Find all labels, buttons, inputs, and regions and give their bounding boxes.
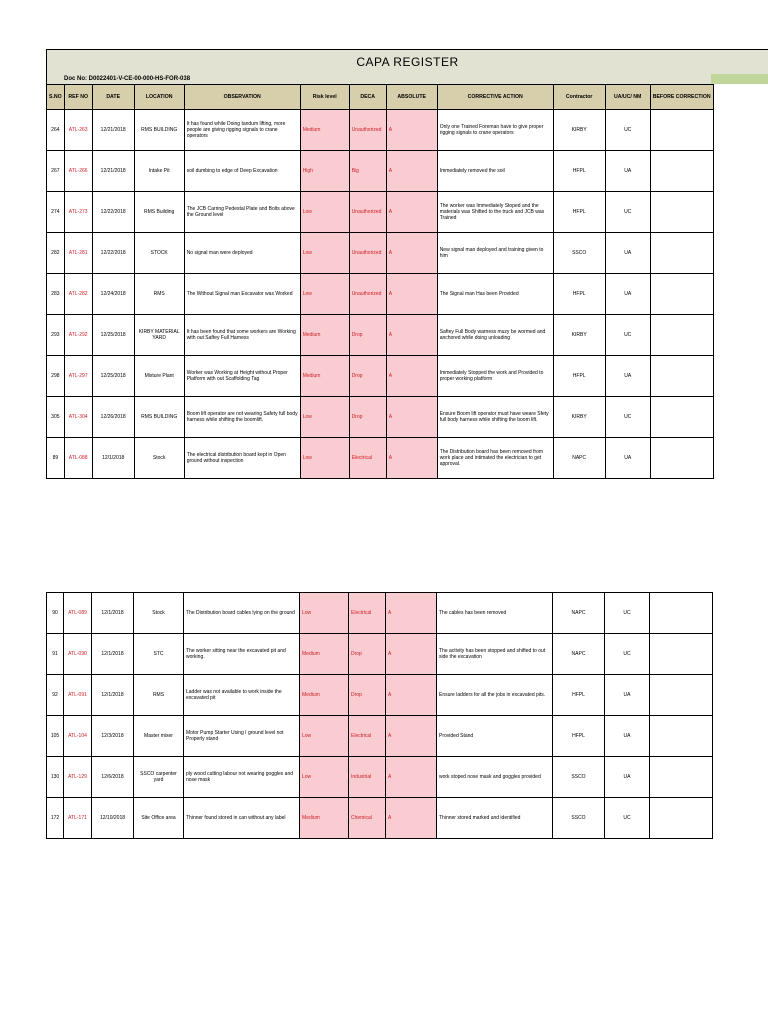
- cell-ref-no: ATL-273: [64, 192, 92, 233]
- cell-ref-no: ATL-292: [64, 315, 92, 356]
- table-row: [47, 315, 714, 356]
- cell-ref-no: ATL-281: [64, 233, 92, 274]
- col-header: BEFORE CORRECTION: [650, 85, 713, 110]
- cell-date: 12/1/2018: [92, 634, 134, 675]
- cell-deca: Industrial: [349, 757, 386, 798]
- cell-contractor: HFPL: [553, 274, 605, 315]
- capa-table-top: [46, 84, 714, 479]
- cell-before-correction: [650, 675, 713, 716]
- cell-corrective-action: Ensure Boom lift operator must have weare Sfety full body harness while shifting the boom lift.: [437, 397, 553, 438]
- cell-observation: It has found while Doing tandum lifting, more people are giving rigging signals to crane operators: [184, 110, 300, 151]
- cell-risk-level: Medium: [300, 315, 349, 356]
- cell-risk-level: Medium: [300, 675, 349, 716]
- cell-contractor: HFPL: [553, 192, 605, 233]
- cell-location: Stock: [134, 438, 184, 479]
- cell-corrective-action: New signal man deployed and training given to him: [437, 233, 553, 274]
- cell-observation: The electrical distribution board kept in Open ground without inspection: [184, 438, 300, 479]
- cell-sno: 89: [47, 438, 65, 479]
- cell-date: 12/1/2018: [92, 593, 134, 634]
- cell-contractor: NAPC: [553, 634, 605, 675]
- cell-date: 12/6/2018: [92, 757, 134, 798]
- cell-before-correction: [650, 356, 713, 397]
- cell-deca: Drop: [349, 634, 386, 675]
- cell-observation: ply wood cutting labour not wearing goggles and nose mask: [184, 757, 300, 798]
- cell-risk-level: Medium: [300, 110, 349, 151]
- cell-ua-uc-nm: UC: [605, 634, 650, 675]
- cell-observation: It has been found that some workers are Working with out Saftey Full Harness: [184, 315, 300, 356]
- cell-risk-level: Medium: [300, 798, 349, 839]
- cell-corrective-action: Immediately removed the soil: [437, 151, 553, 192]
- cell-location: Stock: [134, 593, 184, 634]
- table-row: [47, 798, 713, 839]
- cell-absolute: A: [386, 315, 437, 356]
- cell-location: RMS: [134, 675, 184, 716]
- cell-deca: Electrical: [349, 593, 386, 634]
- cell-sno: 91: [47, 634, 64, 675]
- table-row: [47, 716, 713, 757]
- table-row: [47, 397, 714, 438]
- cell-date: 12/25/2018: [92, 356, 134, 397]
- col-header: OBSERVATION: [184, 85, 300, 110]
- cell-ua-uc-nm: UA: [605, 757, 650, 798]
- cell-sno: 298: [47, 356, 65, 397]
- cell-location: RMS: [134, 274, 184, 315]
- cell-contractor: KIRBY: [553, 315, 605, 356]
- col-header: Risk level: [300, 85, 349, 110]
- cell-date: 12/1/2018: [92, 675, 134, 716]
- cell-absolute: A: [386, 233, 437, 274]
- table-row: [47, 675, 713, 716]
- cell-observation: Worker was Working at Height without Proper Platform with out Scaffolding Tag: [184, 356, 300, 397]
- cell-location: RMS BUILDING: [134, 110, 184, 151]
- cell-ua-uc-nm: UA: [605, 438, 650, 479]
- cell-ref-no: ATL-088: [64, 438, 92, 479]
- cell-before-correction: [650, 634, 713, 675]
- cell-deca: Chemical: [349, 798, 386, 839]
- cell-contractor: NAPC: [553, 593, 605, 634]
- cell-absolute: A: [386, 716, 437, 757]
- cell-observation: Boom lift operator are not wearing Safety full body harness while shifting the boomlift.: [184, 397, 300, 438]
- cell-deca: Drop: [349, 675, 386, 716]
- table-row: [47, 593, 713, 634]
- cell-ua-uc-nm: UA: [605, 716, 650, 757]
- cell-sno: 283: [47, 274, 65, 315]
- cell-sno: 274: [47, 192, 65, 233]
- cell-date: 12/21/2018: [92, 110, 134, 151]
- cell-absolute: A: [386, 356, 437, 397]
- table-row: [47, 356, 714, 397]
- cell-location: RMS BUILDING: [134, 397, 184, 438]
- cell-risk-level: Low: [300, 192, 349, 233]
- cell-sno: 267: [47, 151, 65, 192]
- table-row: [47, 274, 714, 315]
- table-row: [47, 438, 714, 479]
- cell-ua-uc-nm: UC: [605, 110, 650, 151]
- cell-deca: Unauthorized: [349, 110, 386, 151]
- cell-absolute: A: [386, 397, 437, 438]
- cell-risk-level: High: [300, 151, 349, 192]
- table-row: [47, 233, 714, 274]
- col-header: REF NO: [64, 85, 92, 110]
- cell-ref-no: ATL-104: [64, 716, 92, 757]
- cell-contractor: SSCO: [553, 798, 605, 839]
- cell-deca: Big: [349, 151, 386, 192]
- cell-contractor: HFPL: [553, 675, 605, 716]
- cell-observation: Thinner found stored in can without any label: [184, 798, 300, 839]
- col-header: DATE: [92, 85, 134, 110]
- table-row: [47, 634, 713, 675]
- cell-corrective-action: Saftey Full Body warness muzy be wormed and anchored while doing unloading: [437, 315, 553, 356]
- cell-corrective-action: Only one Trained Foreman have to give proper rigging signals to crane operators: [437, 110, 553, 151]
- cell-absolute: A: [386, 798, 437, 839]
- cell-contractor: NAPC: [553, 438, 605, 479]
- cell-observation: soil dumbing to edge of Deep Excavation: [184, 151, 300, 192]
- cell-deca: Drop: [349, 397, 386, 438]
- cell-before-correction: [650, 233, 713, 274]
- cell-contractor: HFPL: [553, 356, 605, 397]
- cell-corrective-action: Thinner stored marked and identified: [437, 798, 553, 839]
- cell-deca: Drop: [349, 315, 386, 356]
- cell-ua-uc-nm: UC: [605, 798, 650, 839]
- cell-absolute: A: [386, 438, 437, 479]
- cell-location: Master mixer: [134, 716, 184, 757]
- cell-observation: The Without Signal man Excavator was Worked: [184, 274, 300, 315]
- cell-risk-level: Medium: [300, 356, 349, 397]
- cell-date: 12/21/2018: [92, 151, 134, 192]
- cell-ua-uc-nm: UA: [605, 675, 650, 716]
- cell-ua-uc-nm: UA: [605, 356, 650, 397]
- cell-ua-uc-nm: UC: [605, 315, 650, 356]
- cell-ref-no: ATL-090: [64, 634, 92, 675]
- cell-ref-no: ATL-263: [64, 110, 92, 151]
- table-row: [47, 757, 713, 798]
- col-header: S.NO: [47, 85, 65, 110]
- col-header: CORRECTIVE ACTION: [437, 85, 553, 110]
- cell-corrective-action: Provided Stand: [437, 716, 553, 757]
- cell-observation: Motor Pump Starter Using I ground level not Properly stand: [184, 716, 300, 757]
- cell-before-correction: [650, 757, 713, 798]
- cell-risk-level: Low: [300, 716, 349, 757]
- cell-before-correction: [650, 438, 713, 479]
- cell-sno: 282: [47, 233, 65, 274]
- cell-before-correction: [650, 274, 713, 315]
- cell-before-correction: [650, 315, 713, 356]
- cell-ref-no: ATL-282: [64, 274, 92, 315]
- cell-sno: 305: [47, 397, 65, 438]
- cell-deca: Unauthorized: [349, 233, 386, 274]
- cell-corrective-action: The Distribution board has been removed from work place and intimated the electrician to get approval.: [437, 438, 553, 479]
- col-header: DECA: [349, 85, 386, 110]
- cell-observation: The Distribution board cables lying on the ground: [184, 593, 300, 634]
- col-header: ABSOLUTE: [386, 85, 437, 110]
- cell-sno: 264: [47, 110, 65, 151]
- cell-location: SSCO carpenter yard: [134, 757, 184, 798]
- cell-ref-no: ATL-266: [64, 151, 92, 192]
- cell-corrective-action: Ensure ladders for all the jobs in excavated pits.: [437, 675, 553, 716]
- capa-table-bottom: [46, 592, 713, 839]
- doc-number: Doc No: D0022401-V-CE-00-000-HS-FOR-038: [46, 74, 711, 84]
- cell-before-correction: [650, 593, 713, 634]
- cell-ua-uc-nm: UA: [605, 233, 650, 274]
- cell-ref-no: ATL-297: [64, 356, 92, 397]
- cell-ref-no: ATL-091: [64, 675, 92, 716]
- col-header: UA/UC/ NM: [605, 85, 650, 110]
- cell-before-correction: [650, 397, 713, 438]
- cell-contractor: SSCO: [553, 757, 605, 798]
- cell-ref-no: ATL-089: [64, 593, 92, 634]
- cell-deca: Unauthorized: [349, 192, 386, 233]
- cell-risk-level: Low: [300, 274, 349, 315]
- cell-observation: No signal man were deployed: [184, 233, 300, 274]
- cell-date: 12/22/2018: [92, 233, 134, 274]
- col-header: LOCATION: [134, 85, 184, 110]
- cell-date: 12/26/2018: [92, 397, 134, 438]
- cell-risk-level: Medium: [300, 634, 349, 675]
- cell-deca: Unauthorized: [349, 274, 386, 315]
- cell-before-correction: [650, 110, 713, 151]
- cell-date: 12/24/2018: [92, 274, 134, 315]
- cell-risk-level: Low: [300, 233, 349, 274]
- cell-ua-uc-nm: UA: [605, 151, 650, 192]
- cell-date: 12/22/2018: [92, 192, 134, 233]
- cell-corrective-action: work stoped nose mask and goggles provided: [437, 757, 553, 798]
- cell-ref-no: ATL-129: [64, 757, 92, 798]
- cell-contractor: KIRBY: [553, 110, 605, 151]
- cell-deca: Electrical: [349, 438, 386, 479]
- cell-risk-level: Low: [300, 593, 349, 634]
- page-title: CAPA REGISTER: [356, 55, 459, 69]
- cell-sno: 90: [47, 593, 64, 634]
- cell-before-correction: [650, 151, 713, 192]
- cell-ua-uc-nm: UC: [605, 397, 650, 438]
- cell-location: Site Office area: [134, 798, 184, 839]
- cell-absolute: A: [386, 110, 437, 151]
- cell-ref-no: ATL-304: [64, 397, 92, 438]
- cell-location: RMS Building: [134, 192, 184, 233]
- cell-ua-uc-nm: UC: [605, 192, 650, 233]
- cell-sno: 105: [47, 716, 64, 757]
- header-row: [47, 85, 714, 110]
- cell-observation: The worker sitting near the excavated pit and working.: [184, 634, 300, 675]
- cell-absolute: A: [386, 675, 437, 716]
- cell-contractor: KIRBY: [553, 397, 605, 438]
- cell-date: 12/3/2018: [92, 716, 134, 757]
- cell-absolute: A: [386, 192, 437, 233]
- cell-sno: 172: [47, 798, 64, 839]
- cell-deca: Drop: [349, 356, 386, 397]
- cell-location: STC: [134, 634, 184, 675]
- cell-risk-level: Low: [300, 438, 349, 479]
- cell-location: KIRBY MATERIAL YARD: [134, 315, 184, 356]
- cell-contractor: HFPL: [553, 151, 605, 192]
- cell-absolute: A: [386, 274, 437, 315]
- cell-absolute: A: [386, 593, 437, 634]
- table-row: [47, 192, 714, 233]
- cell-deca: Electrical: [349, 716, 386, 757]
- cell-risk-level: Low: [300, 757, 349, 798]
- cell-date: 12/1/2018: [92, 438, 134, 479]
- cell-ref-no: ATL-171: [64, 798, 92, 839]
- cell-corrective-action: The cables has been removed: [437, 593, 553, 634]
- cell-contractor: HFPL: [553, 716, 605, 757]
- table-row: [47, 110, 714, 151]
- cell-date: 12/25/2018: [92, 315, 134, 356]
- cell-before-correction: [650, 716, 713, 757]
- cell-observation: Ladder was not available to work inside the excavated pit: [184, 675, 300, 716]
- cell-corrective-action: Immediately Stopped the work and Provided to proper working platform: [437, 356, 553, 397]
- cell-corrective-action: The Signal man Has been Provided: [437, 274, 553, 315]
- cell-contractor: SSCO: [553, 233, 605, 274]
- cell-ua-uc-nm: UC: [605, 593, 650, 634]
- cell-corrective-action: The worker was Immediately Stoped and the materials was Shifted to the truck and JCB was Trained: [437, 192, 553, 233]
- cell-sno: 130: [47, 757, 64, 798]
- header-accent-strip: [711, 74, 768, 84]
- cell-absolute: A: [386, 151, 437, 192]
- cell-observation: The JCB Carring Pedestal Plate and Bolts above the Ground level: [184, 192, 300, 233]
- cell-sno: 92: [47, 675, 64, 716]
- cell-absolute: A: [386, 757, 437, 798]
- cell-location: Mixture Plant: [134, 356, 184, 397]
- cell-before-correction: [650, 798, 713, 839]
- cell-absolute: A: [386, 634, 437, 675]
- cell-sno: 293: [47, 315, 65, 356]
- table-row: [47, 151, 714, 192]
- title-band: [46, 49, 768, 74]
- cell-date: 12/10/2018: [92, 798, 134, 839]
- cell-ua-uc-nm: UA: [605, 274, 650, 315]
- cell-location: STOCK: [134, 233, 184, 274]
- cell-before-correction: [650, 192, 713, 233]
- cell-risk-level: Low: [300, 397, 349, 438]
- col-header: Contractor: [553, 85, 605, 110]
- cell-corrective-action: The activity has been stopped and shifted to out side the excavation: [437, 634, 553, 675]
- cell-location: Intake Pit: [134, 151, 184, 192]
